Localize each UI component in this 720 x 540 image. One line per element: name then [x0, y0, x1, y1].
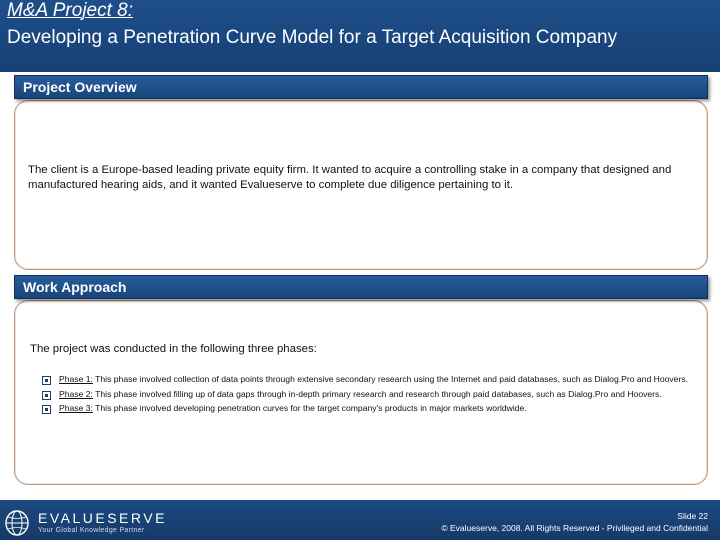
square-bullet-icon — [42, 391, 51, 400]
phase-text: This phase involved collection of data points through extensive secondary research using the Internet and paid databases, such as Dialog.Pro and Hoovers. — [92, 374, 689, 384]
page-title: Developing a Penetration Curve Model for a Target Acquisition Company — [7, 27, 618, 48]
phase-text: This phase involved developing penetration curves for the target company's products in major markets worldwide. — [92, 403, 527, 414]
overview-text: The client is a Europe-based leading private equity firm. It wanted to acquire a controlling stake in a company that designed and manufactured hearing aids, and it wanted Evalueserve to complete due diligence pertaining to it. — [28, 164, 672, 191]
approach-intro: The project was conducted in the following three phases: — [30, 343, 317, 355]
list-item — [42, 389, 702, 401]
list-item — [42, 374, 702, 386]
copyright-notice: © Evalueserve, 2008. All Rights Reserved - Privileged and Confidential — [441, 523, 708, 533]
logo-tagline: Your Global Knowledge Partner — [38, 527, 145, 534]
phase-label: Phase 2: — [59, 388, 93, 399]
phase-label: Phase 1: — [59, 374, 93, 384]
square-bullet-icon — [42, 405, 51, 414]
phase-label: Phase 3: — [59, 403, 93, 414]
list-item — [42, 403, 702, 415]
overview-heading: Project Overview — [14, 75, 708, 99]
phase-text: This phase involved filling up of data gaps through in-depth primary research and research through paid databases, such as Dialog.Pro and Hoovers. — [92, 388, 662, 399]
phase-list — [42, 374, 702, 418]
square-bullet-icon — [42, 376, 51, 385]
logo-wordmark: EVALUESERVE — [38, 510, 167, 526]
title-banner — [0, 0, 720, 72]
approach-heading: Work Approach — [14, 275, 708, 299]
globe-logo-icon — [4, 509, 30, 537]
project-label: M&A Project 8: — [7, 0, 134, 21]
slide-number: Slide 22 — [677, 511, 708, 521]
